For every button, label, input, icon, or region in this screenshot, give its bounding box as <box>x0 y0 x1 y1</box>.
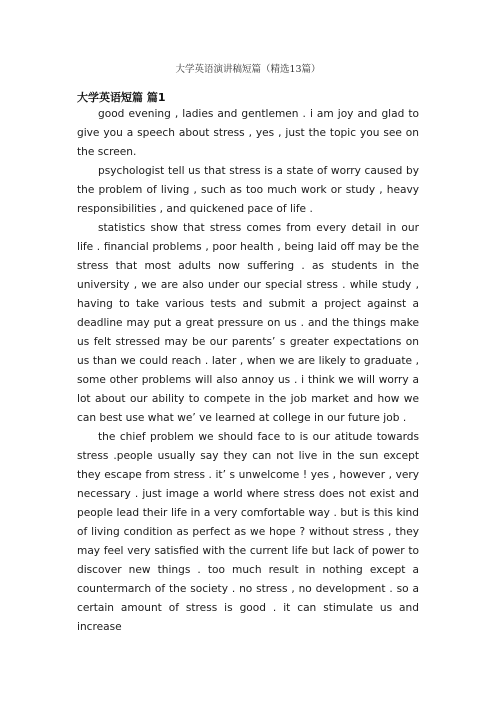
paragraph-4: the chief problem we should face to is our atitude towards stress .people usually say they can not live in the sun except they escape from stress . it’ s unwelcome ! yes , however , very necessary . just image a world where stress does not exist and people lead their life in a very comfortable way . but is this kind of living condition as perfect as we hope ? without stress , they may feel very satisfied with the current life but lack of power to discover new things . too much result in nothing except a countermarch of the society . no stress , no development . so a certain amount of stress is good . it can stimulate us and increase <box>77 431 419 633</box>
paragraph-3: statistics show that stress comes from every detail in our life . financial problems , poor health , being laid off may be the stress that most adults now suffering . as students in the university , we are also under our special stress . while study , having to take various tests and submit a project against a deadline may put a great pressure on us . and the things make us felt stressed may be our parents’ s greater expectations on us than we could reach . later , when we are likely to graduate , some other problems will also annoy us . i think we will worry a lot about our ability to compete in the job market and how we can best use what we’ ve learned at college in our future job . <box>77 222 419 424</box>
page-header: 大学英语演讲稿短篇（精选13篇） <box>175 64 321 75</box>
paragraph-2: psychologist tell us that stress is a state of worry caused by the problem of living , such as too much work or study , heavy responsibilities , and quickened pace of life . <box>77 165 419 215</box>
paragraph-1: good evening , ladies and gentlemen . i am joy and glad to give you a speech about stress , yes , just the topic you see on the screen. <box>77 108 419 158</box>
body-text <box>77 105 419 637</box>
section-heading: 大学英语短篇 篇1 <box>77 91 166 104</box>
